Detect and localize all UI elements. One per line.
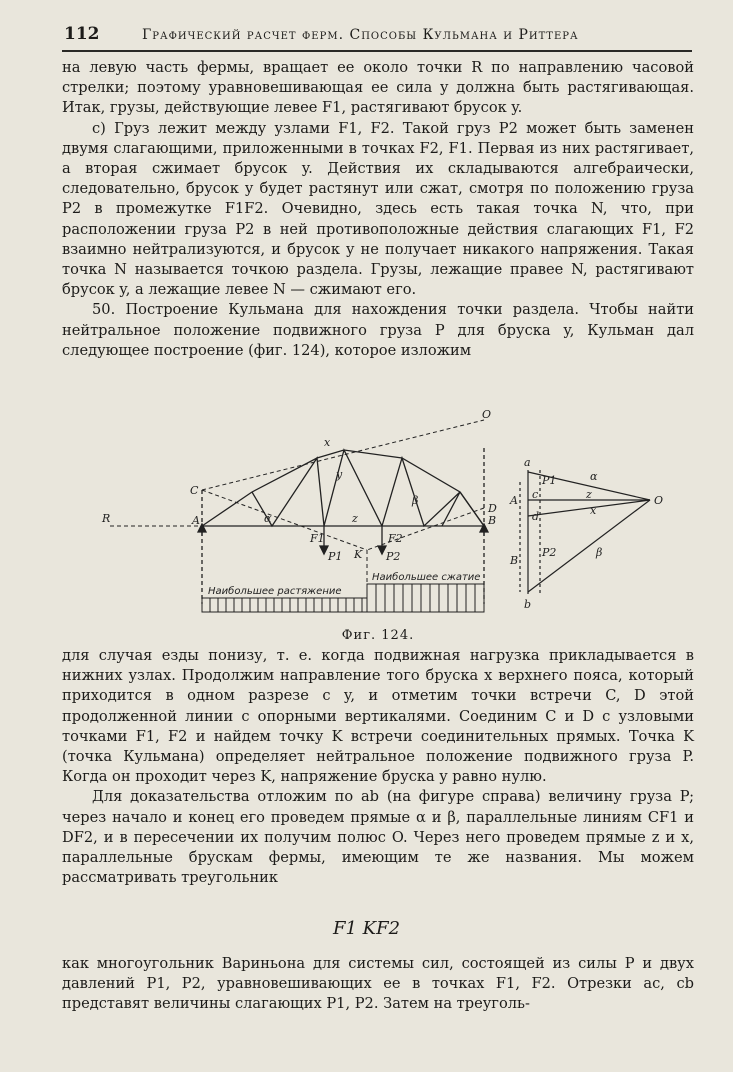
figure-caption: Фиг. 124. bbox=[341, 628, 415, 643]
label-y: y bbox=[336, 468, 343, 481]
tension-bar bbox=[202, 598, 367, 612]
text-block-bottom bbox=[62, 954, 694, 1015]
poly-label-B: B bbox=[510, 554, 519, 567]
line-CF1 bbox=[202, 490, 367, 550]
poly-label-b: b bbox=[524, 598, 532, 611]
poly-label-O: O bbox=[654, 494, 664, 507]
truss-diagram bbox=[62, 408, 694, 654]
label-F1: F1 bbox=[310, 532, 325, 545]
label-O: O bbox=[482, 408, 492, 421]
label-x: x bbox=[324, 436, 331, 449]
poly-label-beta: β bbox=[596, 546, 603, 559]
force-polygon bbox=[520, 470, 650, 594]
label-R: R bbox=[102, 512, 111, 525]
label-C: C bbox=[190, 484, 199, 497]
poly-label-x: x bbox=[590, 504, 597, 517]
formula-triangle: F1 KF2 bbox=[332, 918, 401, 939]
poly-label-z: z bbox=[586, 488, 592, 501]
poly-label-alpha: α bbox=[590, 470, 598, 483]
paragraph-section-50: 50. Построение Кульмана для нахождения точки раздела. Чтобы найти нейтральное положение подвижного груза P для бруска y, Кульман дал следующее построение (фиг. 124), которое изложим bbox=[62, 301, 694, 359]
top-chord bbox=[202, 450, 484, 526]
text-block-top bbox=[62, 58, 694, 361]
line-DF2 bbox=[367, 508, 484, 550]
label-D: D bbox=[488, 502, 497, 515]
paragraph: на левую часть фермы, вращает ее около точки R по направлению часовой стрелки; поэтому уравновешивающая ее сила y должна быть растягивающая. Итак, грузы, действующие левее F1, растягивают брусок y. bbox=[62, 59, 694, 117]
poly-label-c: c bbox=[532, 488, 539, 501]
text-block-middle bbox=[62, 646, 694, 888]
paragraph: как многоугольник Вариньона для системы сил, состоящей из силы P и двух давлений P1, P2, уравновешивающих ее в точках F1, F2. Отрезки ac, cb представят величины слагающих P1, P2. Затем на треуголь- bbox=[62, 955, 694, 1013]
page-number: 112 bbox=[64, 24, 100, 44]
label-tension: Наибольшее растяжение bbox=[208, 586, 342, 597]
label-P2: P2 bbox=[386, 550, 401, 563]
label-alpha: α bbox=[264, 512, 272, 525]
label-F2: F2 bbox=[388, 532, 403, 545]
label-A: A bbox=[192, 514, 200, 527]
paragraph: для случая езды понизу, т. е. когда подвижная нагрузка прикладывается в нижних узлах. Продолжим направление того бруска x верхнего пояса, который приходится в одном разрезе с y, и отметим точки встречи C, D этой продолженной линии с опорными вертикалями. Соединим C и D с узловыми точками F1, F2 и найдем точку K встречи соединительных прямых. Точка K (точка Кульмана) определяет нейтральное положение подвижного груза P. Когда он проходит через K, напряжение бруска y равно нулю. bbox=[62, 647, 694, 786]
page-header bbox=[62, 24, 692, 52]
poly-label-P2: P2 bbox=[542, 546, 557, 559]
label-z: z bbox=[352, 512, 358, 525]
running-head: Графический расчет ферм. Способы Кульмана и Риттера bbox=[142, 27, 579, 43]
label-B: B bbox=[488, 514, 497, 527]
label-compression: Наибольшее сжатие bbox=[372, 572, 481, 583]
poly-label-A: A bbox=[510, 494, 518, 507]
label-beta: β bbox=[412, 494, 419, 507]
paragraph: Для доказательства отложим по ab (на фигуре справа) величину груза P; через начало и конец его проведем прямые α и β, параллельные линиям CF1 и DF2, и в пересечении их получим полюс O. Через него проведем прямые z и x, параллельные брускам фермы, имеющим те же названия. Мы можем рассматривать треугольник bbox=[62, 788, 694, 887]
label-K: K bbox=[354, 548, 363, 561]
poly-label-a: a bbox=[524, 456, 531, 469]
poly-label-P1: P1 bbox=[542, 474, 557, 487]
paragraph: c) Груз лежит между узлами F1, F2. Такой груз P2 может быть заменен двумя слагающими, приложенными в точках F2, F1. Первая из них растягивает, а вторая сжимает брусок y. Действия их складываются алгебраически, следовательно, брусок y будет растянут или сжат, смотря по положению груза P2 в промежутке F1F2. Очевидно, здесь есть такая точка N, что, при расположении груза P2 в ней противоположные действия слагающих F1, F2 взаимно нейтрализуются, и брусок y не получает никакого напряжения. Такая точка N называется точкою раздела. Грузы, лежащие правее N, растягивают брусок y, а лежащие левее N — сжимают его. bbox=[62, 119, 694, 299]
poly-label-d: d bbox=[532, 510, 540, 523]
figure-124 bbox=[62, 408, 694, 654]
label-P1: P1 bbox=[328, 550, 343, 563]
